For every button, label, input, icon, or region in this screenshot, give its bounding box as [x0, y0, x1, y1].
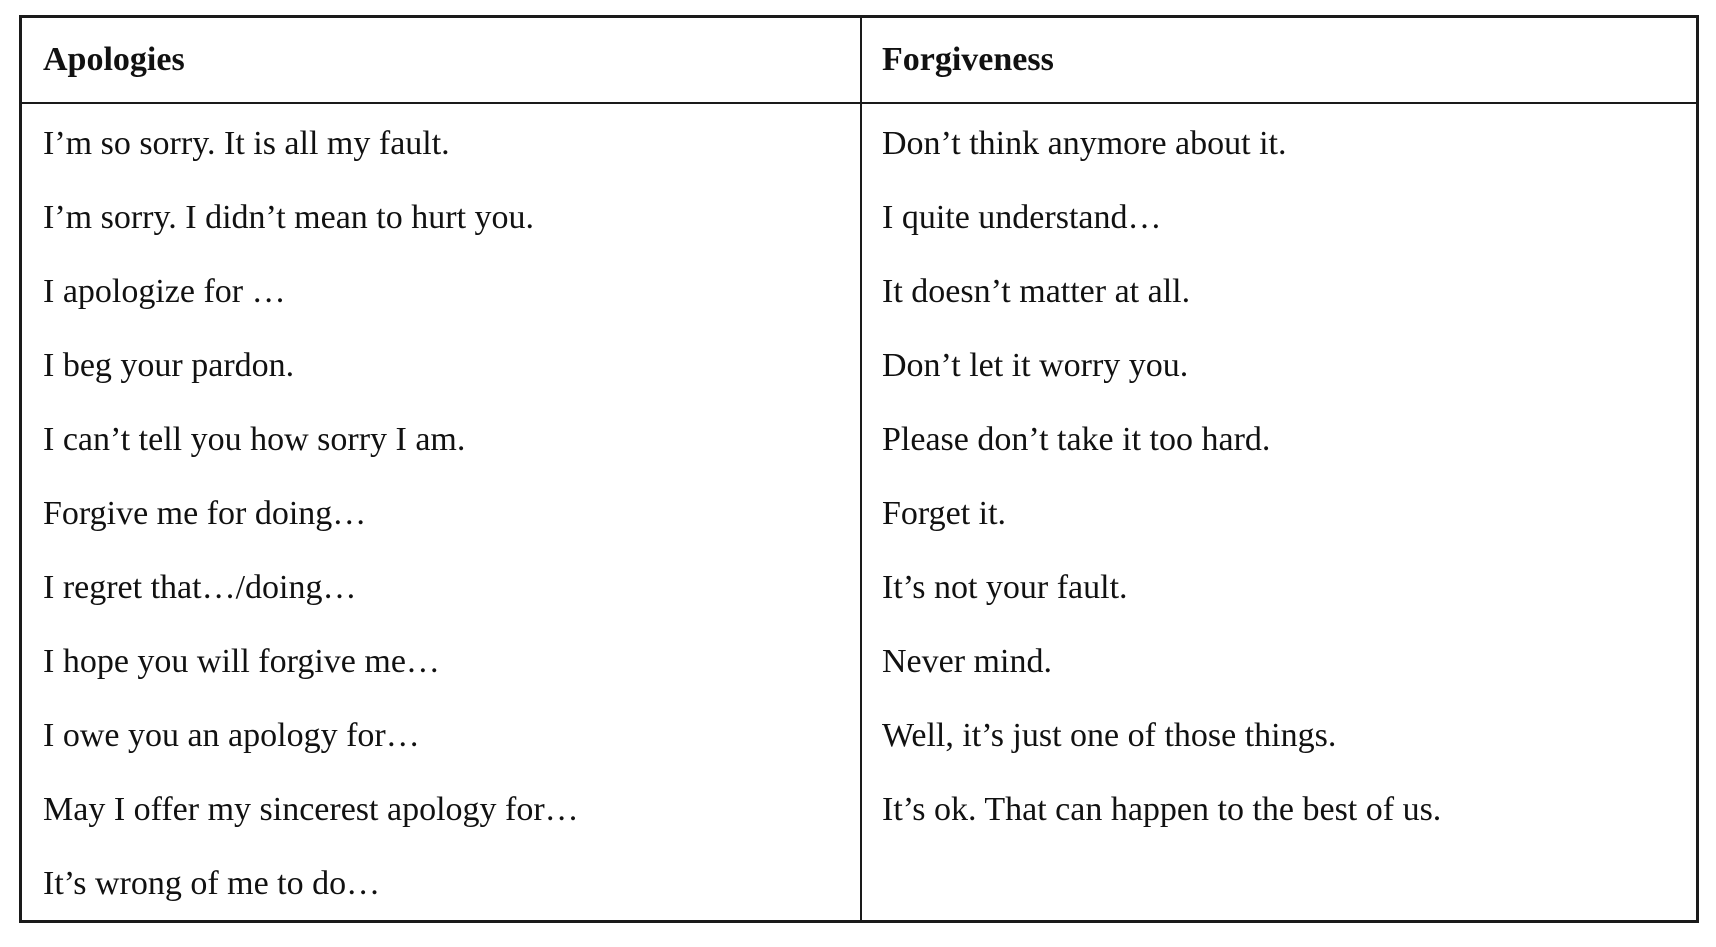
apology-row: May I offer my sincerest apology for… [43, 791, 579, 828]
apologies-header: Apologies [43, 41, 185, 78]
apology-row: I’m so sorry. It is all my fault. [43, 125, 450, 162]
forgiveness-row: Don’t think anymore about it. [882, 125, 1287, 162]
apology-row: I hope you will forgive me… [43, 643, 440, 680]
header-divider [22, 102, 1696, 104]
phrases-table [19, 15, 1699, 923]
forgiveness-row: Well, it’s just one of those things. [882, 717, 1337, 754]
apology-row: I regret that…/doing… [43, 569, 357, 606]
apology-row: I’m sorry. I didn’t mean to hurt you. [43, 199, 535, 236]
forgiveness-row: I quite understand… [882, 199, 1162, 236]
forgiveness-row: It’s ok. That can happen to the best of us. [882, 791, 1442, 828]
forgiveness-row: Forget it. [882, 495, 1007, 532]
forgiveness-header: Forgiveness [882, 41, 1054, 78]
forgiveness-row: Don’t let it worry you. [882, 347, 1189, 384]
apology-row: I owe you an apology for… [43, 717, 420, 754]
apology-row: It’s wrong of me to do… [43, 865, 381, 902]
apology-row: I beg your pardon. [43, 347, 295, 384]
forgiveness-list [882, 124, 1441, 864]
forgiveness-row: Please don’t take it too hard. [882, 421, 1271, 458]
apologies-list [43, 124, 579, 938]
column-divider [860, 18, 862, 920]
forgiveness-row: Never mind. [882, 643, 1052, 680]
apology-row: Forgive me for doing… [43, 495, 367, 532]
apology-row: I can’t tell you how sorry I am. [43, 421, 466, 458]
forgiveness-row: It’s not your fault. [882, 569, 1128, 606]
forgiveness-row: It doesn’t matter at all. [882, 273, 1191, 310]
apology-row: I apologize for … [43, 273, 286, 310]
